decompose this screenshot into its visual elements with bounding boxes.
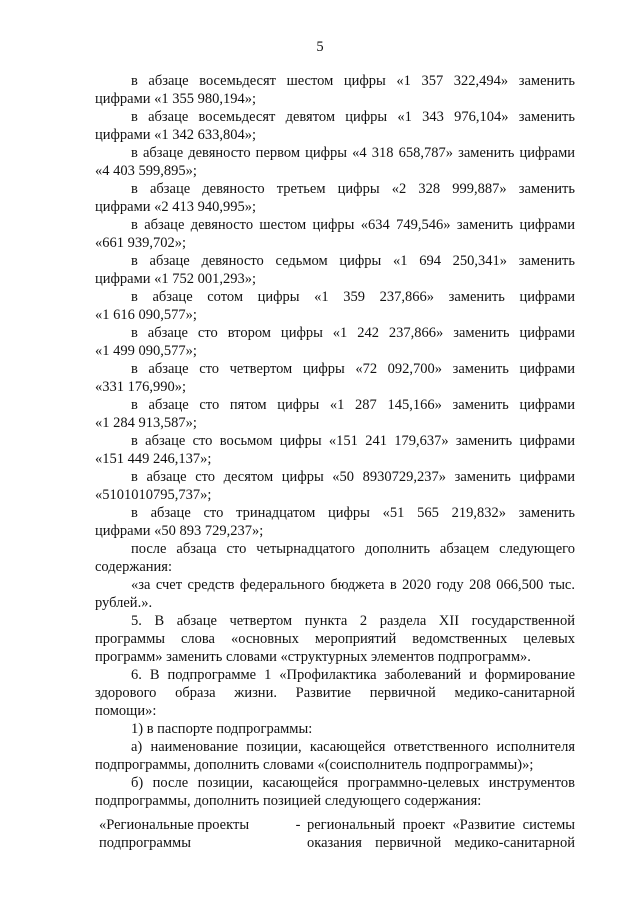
amendment-item-line-2: цифрами «2 413 940,995»;: [95, 199, 257, 215]
subitem-b-line-1: б) после позиции, касающейся программно-целевых инструментов: [131, 775, 575, 791]
amendment-item: [95, 432, 575, 468]
amendment-item-line-1: в абзаце сто тринадцатом цифры «51 565 219,832» заменить: [131, 505, 575, 521]
amendment-item-line-2: «5101010795,737»;: [95, 487, 212, 503]
document-body: [95, 72, 575, 852]
paragraph-6-line-1: 6. В подпрограмме 1 «Профилактика заболеваний и формирование: [131, 667, 575, 683]
amendment-item-line-1: в абзаце восемьдесят шестом цифры «1 357 322,494» заменить: [131, 73, 575, 89]
amendment-item-line-1: в абзаце девяносто седьмом цифры «1 694 250,341» заменить: [131, 253, 575, 269]
subitem-b: [95, 774, 575, 810]
amendment-item-line-1: в абзаце сто втором цифры «1 242 237,866» заменить цифрами: [131, 325, 575, 341]
paragraph-5-line-2: программы слова «основных мероприятий ведомственных целевых: [95, 631, 575, 647]
amendment-item-line-2: содержания:: [95, 559, 173, 575]
subitem-1: [95, 720, 575, 738]
table-left-line-2: подпрограммы: [99, 835, 191, 851]
amendment-item-line-1: в абзаце сто десятом цифры «50 8930729,237» заменить цифрами: [131, 469, 575, 485]
amendment-item-line-1: в абзаце сотом цифры «1 359 237,866» заменить цифрами: [131, 289, 575, 305]
amendment-item-line-1: в абзаце сто четвертом цифры «72 092,700» заменить цифрами: [131, 361, 575, 377]
amendment-item-line-1: после абзаца сто четырнадцатого дополнить абзацем следующего: [131, 541, 575, 557]
amendment-item-line-2: рублей.».: [95, 595, 153, 611]
amendment-list: [95, 72, 575, 612]
table-dash: -: [295, 817, 301, 833]
amendment-item-line-2: «1 284 913,587»;: [95, 415, 197, 431]
amendment-item: [95, 576, 575, 612]
paragraph-6-line-2: здорового образа жизни. Развитие первичной медико-санитарной: [95, 685, 575, 701]
amendment-item-line-1: в абзаце восемьдесят девятом цифры «1 343 976,104» заменить: [131, 109, 575, 125]
amendment-item: [95, 144, 575, 180]
amendment-item-line-2: «1 616 090,577»;: [95, 307, 197, 323]
amendment-item-line-1: в абзаце девяносто третьем цифры «2 328 999,887» заменить: [131, 181, 575, 197]
table-left-cell: [95, 816, 289, 852]
amendment-item-line-2: «661 939,702»;: [95, 235, 187, 251]
subitem-a-line-2: подпрограммы, дополнить словами «(соисполнитель подпрограммы)»;: [95, 757, 534, 773]
paragraph-6: [95, 666, 575, 720]
amendment-item-line-2: «4 403 599,895»;: [95, 163, 197, 179]
amendment-item: [95, 504, 575, 540]
table-right-cell: [307, 816, 575, 852]
amendment-item-line-1: в абзаце девяносто первом цифры «4 318 658,787» заменить цифрами: [131, 145, 575, 161]
amendment-item-line-1: в абзаце сто пятом цифры «1 287 145,166» заменить цифрами: [131, 397, 575, 413]
table-right-line-2: оказания первичной медико-санитарной: [307, 835, 575, 851]
amendment-item: [95, 216, 575, 252]
amendment-item: [95, 540, 575, 576]
paragraph-5-line-1: 5. В абзаце четвертом пункта 2 раздела XII государственной: [131, 613, 575, 629]
amendment-item-line-2: «1 499 090,577»;: [95, 343, 197, 359]
amendment-item-line-2: цифрами «1 752 001,293»;: [95, 271, 257, 287]
amendment-item: [95, 288, 575, 324]
paragraph-5-line-3: программ» заменить словами «структурных элементов подпрограмм».: [95, 649, 531, 665]
passport-table-row: [95, 816, 575, 852]
amendment-item-line-1: «за счет средств федерального бюджета в 2020 году 208 066,500 тыс.: [131, 577, 575, 593]
amendment-item-line-2: «331 176,990»;: [95, 379, 187, 395]
amendment-item-line-2: цифрами «1 342 633,804»;: [95, 127, 257, 143]
amendment-item: [95, 252, 575, 288]
amendment-item: [95, 396, 575, 432]
amendment-item: [95, 468, 575, 504]
amendment-item-line-1: в абзаце девяносто шестом цифры «634 749,546» заменить цифрами: [131, 217, 575, 233]
amendment-item-line-2: цифрами «50 893 729,237»;: [95, 523, 264, 539]
amendment-item: [95, 180, 575, 216]
amendment-item-line-2: цифрами «1 355 980,194»;: [95, 91, 257, 107]
table-right-line-1: региональный проект «Развитие системы: [307, 817, 575, 833]
paragraph-5: [95, 612, 575, 666]
amendment-item: [95, 108, 575, 144]
amendment-item-line-2: «151 449 246,137»;: [95, 451, 212, 467]
subitem-a: [95, 738, 575, 774]
subitem-1-text: 1) в паспорте подпрограммы:: [131, 721, 313, 737]
table-left-line-1: «Региональные проекты: [99, 817, 250, 833]
amendment-item: [95, 72, 575, 108]
page-number: 5: [316, 39, 324, 55]
amendment-item: [95, 324, 575, 360]
amendment-item: [95, 360, 575, 396]
amendment-item-line-1: в абзаце сто восьмом цифры «151 241 179,637» заменить цифрами: [131, 433, 575, 449]
subitem-a-line-1: а) наименование позиции, касающейся ответственного исполнителя: [131, 739, 575, 755]
subitem-b-line-2: подпрограммы, дополнить позицией следующего содержания:: [95, 793, 482, 809]
paragraph-6-line-3: помощи»:: [95, 703, 157, 719]
